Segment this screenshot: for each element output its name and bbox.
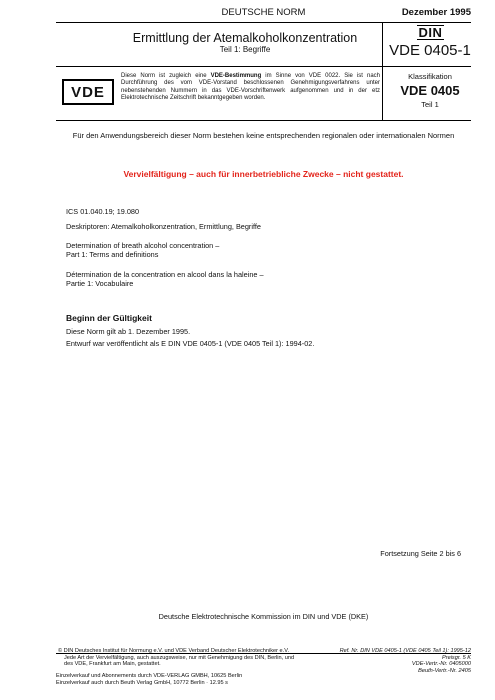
- standard-type: DEUTSCHE NORM: [221, 7, 306, 18]
- title-block-rule: [56, 66, 471, 67]
- classification-part: Teil 1: [421, 100, 439, 109]
- footer-sales: [56, 673, 242, 686]
- reference-number: Ref. Nr. DIN VDE 0405-1 (VDE 0405 Teil 1): 1995-12: [339, 648, 471, 654]
- descriptors: Deskriptoren: Atemalkoholkonzentration, Ermittlung, Begriffe: [66, 222, 261, 231]
- english-title-line2: Part 1: Terms and definitions: [66, 250, 159, 259]
- footer-copyright: [58, 648, 294, 668]
- vde-logo: VDE: [62, 79, 114, 105]
- din-logo: DIN: [418, 25, 443, 40]
- validity-date: Diese Norm gilt ab 1. Dezember 1995.: [66, 327, 191, 336]
- sales-line: Einzelverkauf und Abonnements durch VDE-VERLAG GMBH, 10625 Berlin: [56, 673, 243, 679]
- notice-block-rule: [56, 120, 471, 121]
- price-group: Preisgr. 5 K: [441, 654, 471, 661]
- vde-notice: Diese Norm ist zugleich eine VDE-Bestimmung im Sinne von VDE 0022. Sie ist nach Durchführung des vom VDE-Vorstand beschlossenen Genehmigungsverfahrens unter nebenstehenden Nummern in das VDE-Vorschriftenwerk aufgenommen und in der etz Elektrotechnische Zeitschrift bekanntgegeben worden.: [121, 73, 380, 102]
- draft-reference: Entwurf war veröffentlicht als E DIN VDE 0405-1 (VDE 0405 Teil 1): 1994-02.: [66, 339, 315, 348]
- validity-heading: Beginn der Gültigkeit: [66, 313, 152, 323]
- vde-sales-number: VDE-Vertr.-Nr. 0405000: [411, 661, 471, 668]
- continuation-note: Fortsetzung Seite 2 bis 6: [380, 549, 461, 558]
- ics-code: ICS 01.040.19; 19.080: [66, 207, 140, 216]
- issue-date: Dezember 1995: [401, 7, 471, 18]
- scope-statement: Für den Anwendungsbereich dieser Norm bestehen keine entsprechenden regionalen oder internationalen Normen: [72, 131, 455, 140]
- copyright-line: © DIN Deutsches Institut für Normung e.V. und VDE Verband Deutscher Elektrotechniker e.V.: [58, 648, 289, 654]
- sales-line: Einzelverkauf auch durch Beuth Verlag GmbH, 10772 Berlin · 12.95 s: [56, 679, 228, 686]
- classification-label: Klassifikation: [408, 72, 452, 81]
- english-title-line1: Determination of breath alcohol concentration –: [66, 241, 220, 250]
- copyright-line: des VDE, Frankfurt am Main, gestattet.: [64, 661, 161, 668]
- classification-value: VDE 0405: [400, 83, 460, 98]
- top-bar: [56, 7, 471, 21]
- header-rule: [56, 22, 471, 23]
- copyright-line: Jede Art der Vervielfältigung, auch auszugsweise, nur mit Genehmigung des DIN, Berlin, und: [64, 654, 295, 661]
- commission-name: Deutsche Elektrotechnische Kommission im DIN und VDE (DKE): [158, 612, 369, 621]
- document-number: VDE 0405-1: [389, 42, 471, 59]
- document-subtitle: Teil 1: Begriffe: [219, 45, 271, 54]
- french-title-line2: Partie 1: Vocabulaire: [66, 279, 134, 288]
- beuth-sales-number: Beuth-Vertr.-Nr. 2405: [418, 667, 471, 674]
- footer-reference: [340, 648, 471, 674]
- reproduction-notice: Vervielfältigung – auch für innerbetriebliche Zwecke – nicht gestattet.: [123, 169, 404, 179]
- document-title: Ermittlung der Atemalkoholkonzentration: [132, 31, 358, 45]
- french-title-line1: Détermination de la concentration en alcool dans la haleine –: [66, 270, 264, 279]
